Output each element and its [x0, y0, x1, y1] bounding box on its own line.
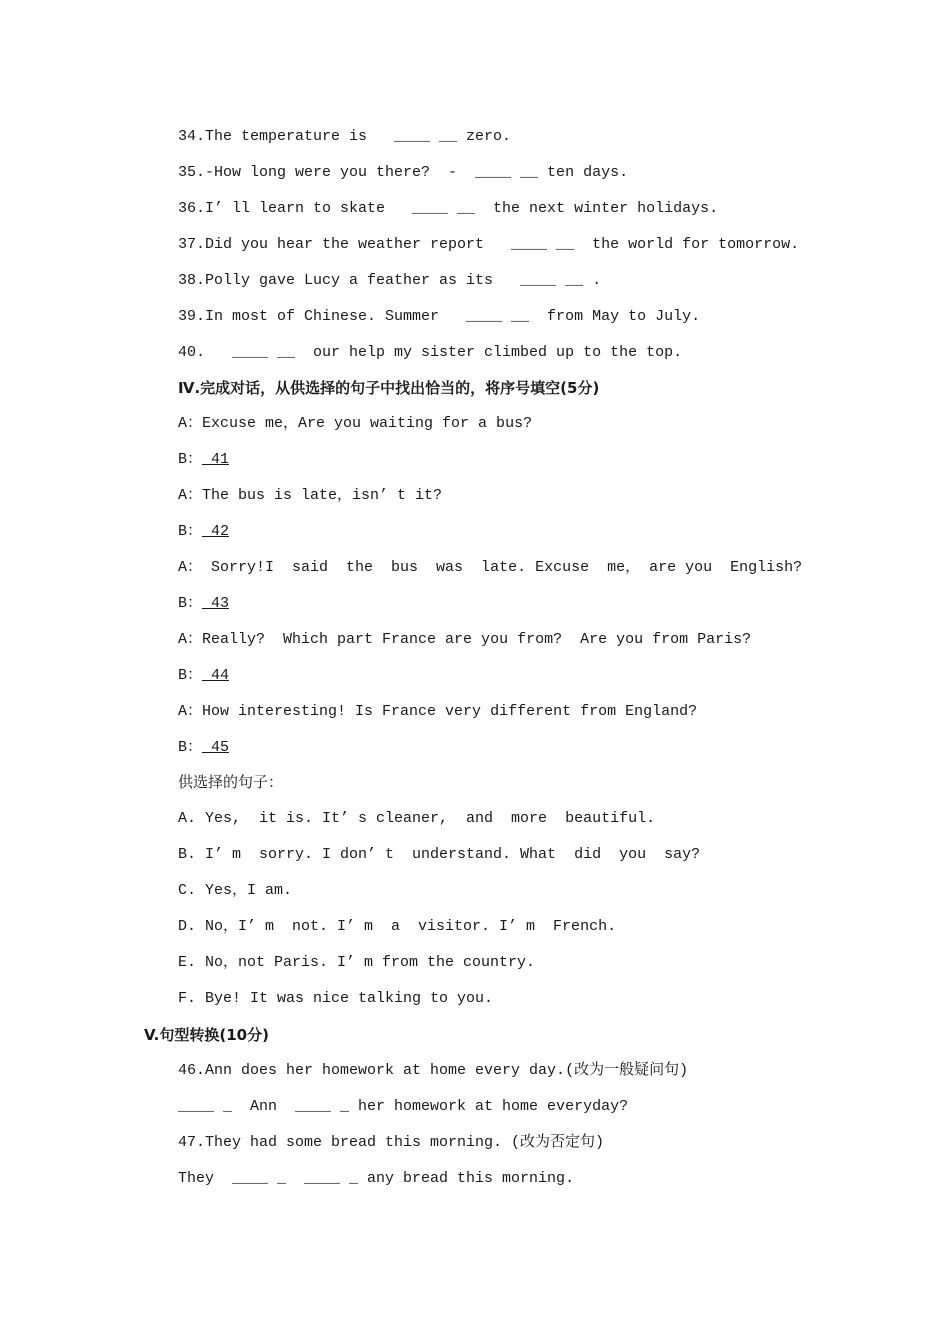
answer-blank-43[interactable]: 43	[202, 595, 230, 612]
question-38: 38.Polly gave Lucy a feather as its ____ __ .	[178, 272, 602, 289]
question-36: 36.I’ ll learn to skate ____ __ the next winter holidays.	[178, 200, 719, 217]
question-46: 46.Ann does her homework at home every day.(改为一般疑问句)	[178, 1062, 689, 1079]
answer-blank-44[interactable]: 44	[202, 667, 230, 684]
section-5-heading: V.句型转换(10分)	[144, 1026, 269, 1044]
question-46-answer-line[interactable]: ____ _ Ann ____ _ her homework at home everyday?	[178, 1098, 629, 1115]
speaker-label: B：	[178, 667, 203, 684]
options-label: 供选择的句子：	[178, 775, 284, 792]
question-34: 34.The temperature is ____ __ zero.	[178, 128, 512, 145]
dialogue-line-9	[178, 701, 697, 723]
option-d: D. No，I’ m not. I’ m a visitor. I’ m French.	[178, 918, 617, 935]
dialogue-text: Excuse me，Are you waiting for a bus?	[202, 415, 533, 432]
dialogue-text: Really? Which part France are you from? Are you from Paris?	[202, 631, 752, 648]
speaker-label: B：	[178, 451, 203, 468]
speaker-label: A：	[178, 415, 203, 432]
dialogue-line-3	[178, 485, 442, 507]
option-c: C. Yes，I am.	[178, 882, 293, 899]
question-35: 35.-How long were you there? - ____ __ ten days.	[178, 164, 629, 181]
speaker-label: A：	[178, 703, 203, 720]
speaker-label: B：	[178, 523, 203, 540]
speaker-label: B：	[178, 595, 203, 612]
dialogue-line-7	[178, 629, 751, 651]
question-40: 40. ____ __ our help my sister climbed up to the top.	[178, 344, 683, 361]
question-47: 47.They had some bread this morning. (改为否定句)	[178, 1134, 605, 1151]
dialogue-text: Sorry!I said the bus was late. Excuse me， are you English?	[202, 559, 803, 576]
dialogue-line-4	[178, 521, 229, 543]
speaker-label: A：	[178, 487, 203, 504]
dialogue-line-2	[178, 449, 229, 471]
dialogue-line-6	[178, 593, 229, 615]
question-39: 39.In most of Chinese. Summer ____ __ from May to July.	[178, 308, 701, 325]
section-4-heading: Ⅳ.完成对话，从供选择的句子中找出恰当的，将序号填空(5分)	[178, 379, 600, 397]
speaker-label: B：	[178, 739, 203, 756]
dialogue-text: How interesting! Is France very different from England?	[202, 703, 698, 720]
question-47-answer-line[interactable]: They ____ _ ____ _ any bread this morning.	[178, 1170, 575, 1187]
answer-blank-42[interactable]: 42	[202, 523, 230, 540]
dialogue-text: The bus is late，isn’ t it?	[202, 487, 443, 504]
option-f: F. Bye! It was nice talking to you.	[178, 990, 494, 1007]
question-37: 37.Did you hear the weather report ____ __ the world for tomorrow.	[178, 236, 800, 253]
dialogue-line-5	[178, 557, 802, 579]
option-a: A. Yes, it is. It’ s cleaner, and more beautiful.	[178, 810, 656, 827]
dialogue-line-8	[178, 665, 229, 687]
answer-blank-45[interactable]: 45	[202, 739, 230, 756]
answer-blank-41[interactable]: 41	[202, 451, 230, 468]
option-e: E. No，not Paris. I’ m from the country.	[178, 954, 536, 971]
dialogue-line-10	[178, 737, 229, 759]
dialogue-line-1	[178, 413, 532, 435]
speaker-label: A：	[178, 631, 203, 648]
option-b: B. I’ m sorry. I don’ t understand. What did you say?	[178, 846, 701, 863]
speaker-label: A：	[178, 559, 203, 576]
